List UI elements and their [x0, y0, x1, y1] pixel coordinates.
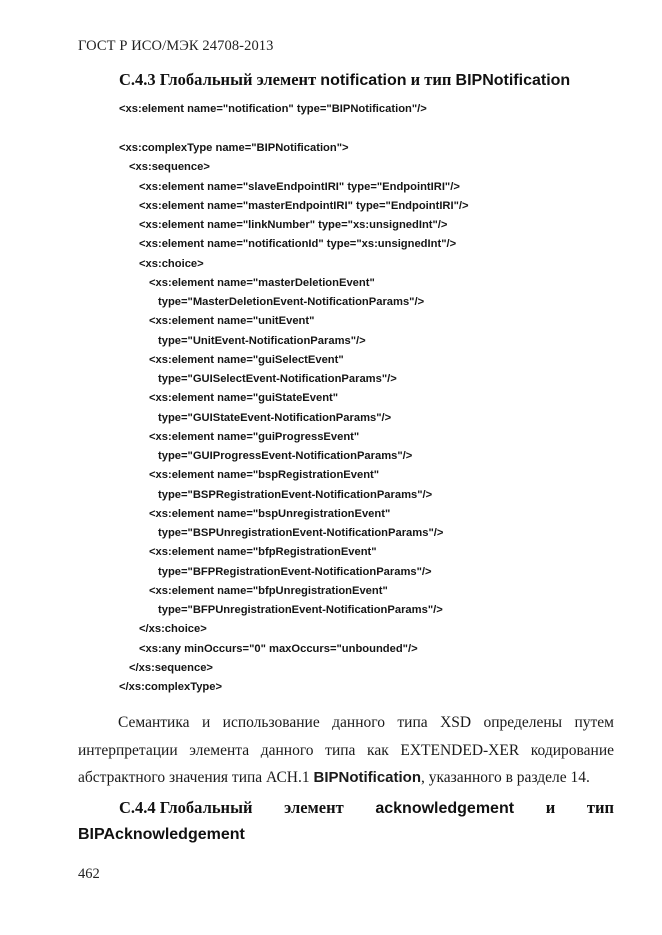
code-line: </xs:complexType>: [119, 681, 223, 693]
code-line: type="BSPUnregistrationEvent-NotificationParams"/>: [158, 527, 444, 539]
page-number: 462: [78, 866, 100, 882]
code-line: <xs:choice>: [139, 257, 204, 270]
code-line: <xs:element name="guiSelectEvent": [149, 353, 344, 366]
code-line: <xs:element name="slaveEndpointIRI" type="EndpointIRI"/>: [139, 180, 460, 193]
heading-word-type: тип: [586, 798, 614, 817]
code-line: <xs:sequence>: [129, 161, 210, 174]
section-heading-c43: [119, 70, 570, 90]
code-line: <xs:element name="masterDeletionEvent": [149, 276, 375, 289]
code-line: <xs:element name="notification" type="BIPNotification"/>: [119, 103, 427, 115]
heading-element-name: notification: [320, 72, 407, 89]
code-line: <xs:element name="unitEvent": [149, 315, 315, 328]
code-line: type="GUIStateEvent-NotificationParams"/>: [158, 411, 392, 424]
code-line: type="GUISelectEvent-NotificationParams"/>: [158, 373, 397, 385]
code-line: <xs:element name="bspUnregistrationEvent": [149, 507, 391, 520]
code-line: <xs:element name="masterEndpointIRI" type="EndpointIRI"/>: [139, 199, 469, 212]
heading-conjunction: и: [545, 798, 556, 817]
heading-prefix: С.4.4 Глобальный: [119, 798, 253, 817]
code-line: type="UnitEvent-NotificationParams"/>: [158, 334, 366, 347]
code-line: <xs:any minOccurs="0" maxOccurs="unbounded"/>: [139, 642, 418, 655]
code-line: type="BSPRegistrationEvent-NotificationParams"/>: [158, 488, 433, 501]
code-line: </xs:choice>: [139, 623, 207, 636]
running-header: ГОСТ Р ИСО/МЭК 24708-2013: [78, 38, 274, 54]
code-line: <xs:element name="bfpUnregistrationEvent": [149, 584, 388, 597]
code-line: <xs:element name="guiStateEvent": [149, 392, 339, 405]
code-line: </xs:sequence>: [129, 661, 213, 674]
paragraph-type-name: BIPNotification: [313, 769, 421, 786]
section-heading-c44: [119, 798, 614, 818]
semantics-paragraph: [78, 709, 614, 792]
code-line: <xs:element name="linkNumber" type="xs:unsignedInt"/>: [139, 219, 448, 231]
paragraph-text-after: , указанного в разделе 14.: [421, 769, 590, 786]
heading-type-name: BIPNotification: [455, 72, 571, 89]
code-line: type="MasterDeletionEvent-NotificationParams"/>: [158, 296, 425, 308]
code-line: type="BFPRegistrationEvent-NotificationParams"/>: [158, 565, 432, 578]
code-line: type="BFPUnregistrationEvent-NotificationParams"/>: [158, 604, 443, 616]
code-line: <xs:element name="bspRegistrationEvent": [149, 469, 380, 482]
heading-word-element: элемент: [284, 798, 344, 817]
code-line: <xs:element name="guiProgressEvent": [149, 430, 360, 443]
code-line: <xs:element name="bfpRegistrationEvent": [149, 546, 377, 559]
code-line: <xs:element name="notificationId" type="xs:unsignedInt"/>: [139, 238, 457, 251]
heading-conjunction: и тип: [406, 70, 456, 89]
code-line: type="GUIProgressEvent-NotificationParams"/>: [158, 450, 413, 462]
heading-prefix: С.4.3 Глобальный элемент: [119, 70, 321, 89]
heading-type-name: BIPAcknowledgement: [78, 826, 245, 843]
heading-element-name: acknowledgement: [375, 800, 515, 817]
code-line: <xs:complexType name="BIPNotification">: [119, 142, 349, 154]
paragraph-text-before: Семантика и использование данного типа XSD определены путем интерпретации элемента данного типа как EXTENDED-XER кодирование абстрактного значения типа АСН.1: [78, 714, 614, 786]
